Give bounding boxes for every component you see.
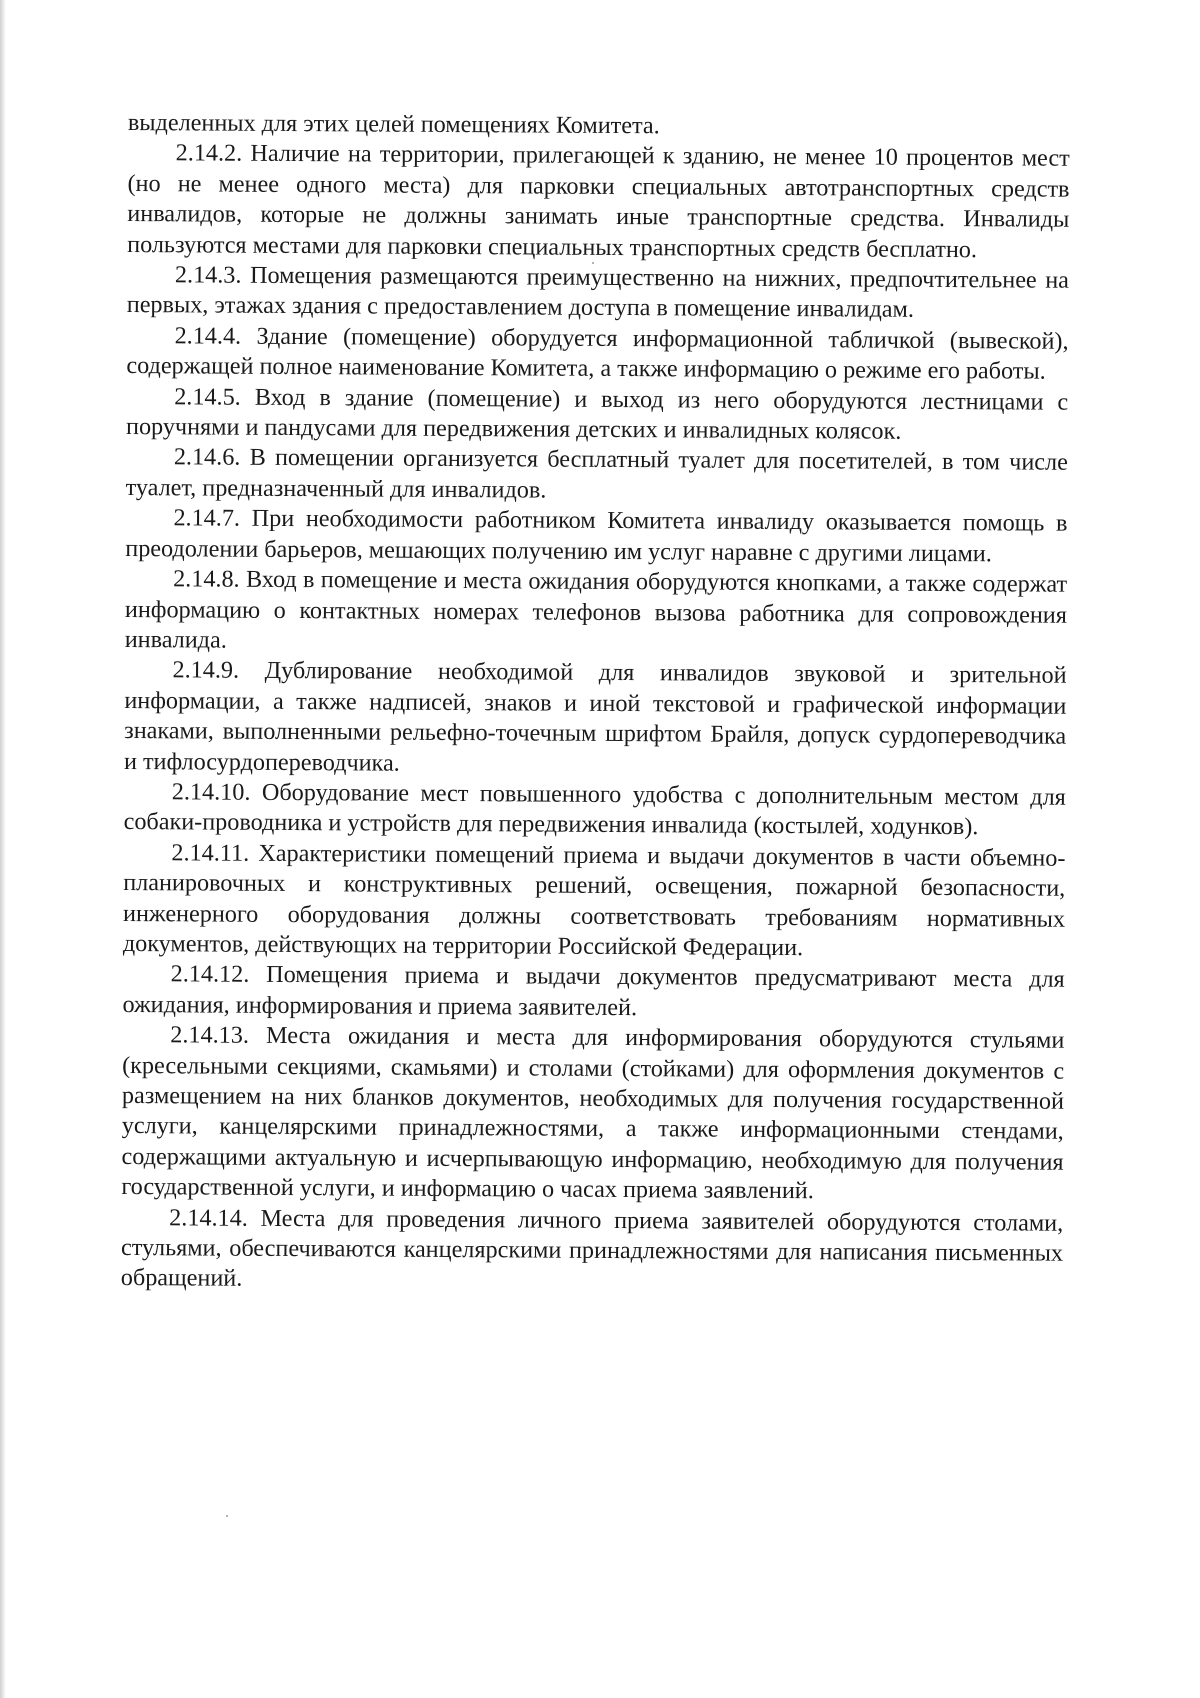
paragraph-text: Помещения приема и выдачи документов предусматривают места для ожидания, информирования и приема заявителей. <box>122 961 1065 1021</box>
paragraph-number: 2.14.9. <box>172 656 240 685</box>
paragraph-number: 2.14.10. <box>171 778 251 806</box>
paragraph-2-14-11 <box>123 838 1066 965</box>
paragraph-2-14-10 <box>124 777 1066 844</box>
paragraph-2-14-2 <box>127 138 1070 265</box>
paragraph-number: 2.14.5. <box>174 382 241 411</box>
paragraph-2-14-4 <box>126 321 1068 388</box>
paragraph-2-14-7 <box>125 503 1067 570</box>
document-page <box>121 108 1070 1300</box>
paragraph-text: Дублирование необходимой для инвалидов звуковой и зрительной информации, а также надписей, знаков и иной текстовой и графической информации знаками, выполненными рельефно-точечным шрифтом Брайля, допуск сурдопереводчика и тифлосурдопереводчика. <box>123 657 1067 777</box>
paragraph-2-14-14 <box>121 1203 1064 1300</box>
paragraph-text: Вход в помещение и места ожидания оборудуются кнопками, а также содержат информацию о контактных номерах телефонов вызова работника для сопровождения инвалида. <box>124 565 1068 654</box>
paragraph-number: 2.14.11. <box>171 839 250 867</box>
paragraph-text: Здание (помещение) оборудуется информационной табличкой (вывеской), содержащей полное наименование Комитета, а также информацию о режиме его работы. <box>126 322 1069 385</box>
paragraph-number: 2.14.7. <box>173 504 241 532</box>
paragraph-2-14-6 <box>126 442 1068 509</box>
scan-speck <box>226 1515 228 1517</box>
paragraph-text: Места ожидания и места для информирования оборудуются стульями (кресельными секциями, скамьями) и столами (стойками) для оформления документов с размещением на них бланков документов, необходимых для получения государственной услуги, канцелярскими принадлежностями, а также информационными стендами, содержащими актуальную и исчерпывающую информацию, необходимую для получения государственной услуги, и информацию о часах приема заявлений. <box>121 1022 1065 1205</box>
paragraph-text: Наличие на территории, прилегающей к зданию, не менее 10 процентов мест (но не менее одного места) для парковки специальных автотранспортных средств инвалидов, которые не должны занимать иные транспортные средства. Инвалиды пользуются местами для парковки специальных транспортных средств бесплатно. <box>127 140 1070 263</box>
paragraph-number: 2.14.8. <box>173 565 240 593</box>
paragraph-text: выделенных для этих целей помещениях Комитета. <box>127 108 660 140</box>
paragraph-2-14-13 <box>121 1020 1064 1208</box>
paragraph-2-14-12 <box>122 959 1064 1026</box>
paragraph-2-14-9 <box>124 655 1067 782</box>
paragraph-2-14-5 <box>126 382 1068 449</box>
paragraph-text: Оборудование мест повышенного удобства с дополнительным местом для собаки-проводника и устройств для передвижения инвалида (костылей, ходунков). <box>123 778 1066 841</box>
paragraph-text: Вход в здание (помещение) и выход из него оборудуются лестницами с поручнями и пандусами для передвижения детских и инвалидных колясок. <box>125 383 1069 445</box>
paragraph-number: 2.14.12. <box>170 960 250 989</box>
paragraph-text: При необходимости работником Комитета инвалиду оказывается помощь в преодолении барьеров, мешающих получению им услуг наравне с другими лицами. <box>125 505 1068 567</box>
paragraph-number: 2.14.3. <box>174 261 242 289</box>
paragraph-text: Характеристики помещений приема и выдачи документов в части объемно-планировочных и конструктивных решений, освещения, пожарной безопасности, инженерного оборудования должны соответствовать требованиям нормативных документов, действующих на территории Российской Федерации. <box>122 839 1066 962</box>
paragraph-number: 2.14.13. <box>170 1021 250 1049</box>
paragraph-2-14-3 <box>127 260 1069 327</box>
paragraph-text: Места для проведения личного приема заявителей оборудуются столами, стульями, обеспечиваются канцелярскими принадлежностями для написания письменных обращений. <box>120 1204 1064 1293</box>
paragraph-text: Помещения размещаются преимущественно на нижних, предпочтительнее на первых, этажах здания с предоставлением доступа в помещение инвалидам. <box>126 261 1070 324</box>
paragraph-number: 2.14.2. <box>175 139 243 168</box>
paragraph-2-14-8 <box>125 564 1068 661</box>
scan-edge-shadow <box>0 0 6 1698</box>
paragraph-number: 2.14.14. <box>169 1203 248 1232</box>
paragraph-number: 2.14.6. <box>173 443 241 472</box>
paragraph-text: В помещении организуется бесплатный туалет для посетителей, в том числе туалет, предназначенный для инвалидов. <box>125 444 1068 504</box>
paragraph-number: 2.14.4. <box>174 322 242 350</box>
